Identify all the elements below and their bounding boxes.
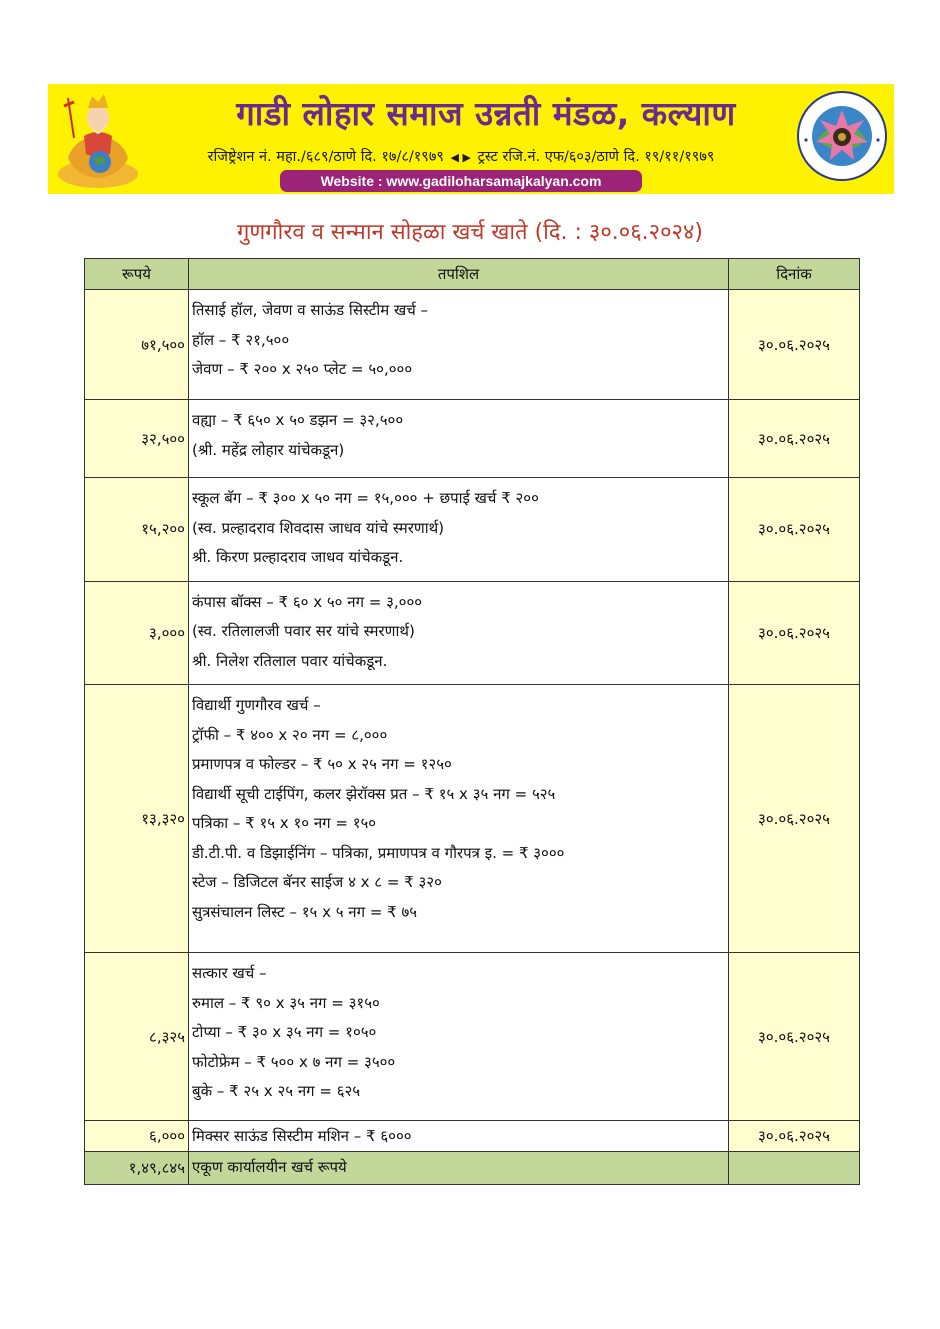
detail-line: वह्या – ₹ ६५० x ५० डझन = ३२,५०० xyxy=(192,411,404,429)
row-date: ३०.०६.२०२५ xyxy=(729,685,860,953)
table-row xyxy=(85,581,860,685)
table-row xyxy=(85,953,860,1121)
total-label: एकूण कार्यालयीन खर्च रूपये xyxy=(189,1152,729,1185)
row-date: ३०.०६.२०२५ xyxy=(729,478,860,582)
column-header-date: दिनांक xyxy=(729,259,860,290)
detail-line: हॉल – ₹ २१,५०० xyxy=(192,330,290,349)
row-amount: ७१,५०० xyxy=(85,290,189,400)
organization-logo-icon xyxy=(796,90,888,182)
row-amount: ६,००० xyxy=(85,1121,189,1152)
row-details xyxy=(189,953,729,1121)
row-details xyxy=(189,1121,729,1152)
table-row xyxy=(85,1121,860,1152)
detail-line: सत्कार खर्च – xyxy=(192,964,267,982)
detail-line: फोटोफ्रेम – ₹ ५०० x ७ नग = ३५०० xyxy=(192,1052,396,1071)
column-header-details: तपशिल xyxy=(189,259,729,290)
table-row xyxy=(85,290,860,400)
total-amount: १,४९,८४५ xyxy=(85,1152,189,1185)
organization-name: गाडी लोहार समाज उन्नती मंडळ, कल्याण xyxy=(236,94,736,133)
row-details xyxy=(189,685,729,953)
row-details xyxy=(189,478,729,582)
detail-line: पत्रिका – ₹ १५ x १० नग = १५० xyxy=(192,814,377,832)
detail-line: स्कूल बॅग – ₹ ३०० x ५० नग = १५,००० + छपाई खर्च ₹ २०० xyxy=(192,489,539,507)
detail-line: प्रमाणपत्र व फोल्डर – ₹ ५० x २५ नग = १२५० xyxy=(192,755,452,773)
row-details xyxy=(189,290,729,400)
detail-line: तिसाई हॉल, जेवण व साऊंड सिस्टीम खर्च – xyxy=(192,301,429,319)
detail-line: ट्रॉफी – ₹ ४०० x २० नग = ८,००० xyxy=(192,725,388,744)
vishwakarma-image-icon xyxy=(54,88,142,190)
detail-line: विद्यार्थी सूची टाईपिंग, कलर झेरॉक्स प्रत – ₹ १५ x ३५ नग = ५२५ xyxy=(192,784,556,803)
detail-line: कंपास बॉक्स – ₹ ६० x ५० नग = ३,००० xyxy=(192,592,423,611)
expense-table xyxy=(84,258,860,1185)
website-link[interactable]: Website : www.gadiloharsamajkalyan.com xyxy=(280,170,642,192)
detail-line: सुत्रसंचालन लिस्ट – १५ x ५ नग = ₹ ७५ xyxy=(192,902,418,921)
table-header-row xyxy=(85,259,860,290)
detail-line: बुके – ₹ २५ x २५ नग = ६२५ xyxy=(192,1082,361,1100)
row-date: ३०.०६.२०२५ xyxy=(729,581,860,685)
row-date: ३०.०६.२०२५ xyxy=(729,290,860,400)
total-row xyxy=(85,1152,860,1185)
row-date: ३०.०६.२०२५ xyxy=(729,953,860,1121)
column-header-amount: रूपये xyxy=(85,259,189,290)
table-row xyxy=(85,478,860,582)
detail-line: रुमाल – ₹ ९० x ३५ नग = ३१५० xyxy=(192,993,380,1012)
header-banner xyxy=(48,84,894,194)
detail-line: विद्यार्थी गुणगौरव खर्च – xyxy=(192,696,321,714)
row-details xyxy=(189,400,729,478)
row-date: ३०.०६.२०२५ xyxy=(729,1121,860,1152)
detail-line: श्री. किरण प्रल्हादराव जाधव यांचेकडून. xyxy=(192,548,404,566)
detail-line: श्री. निलेश रतिलाल पवार यांचेकडून. xyxy=(192,651,388,670)
detail-line: (स्व. प्रल्हादराव शिवदास जाधव यांचे स्मरणार्थ) xyxy=(192,518,445,537)
row-amount: ३२,५०० xyxy=(85,400,189,478)
detail-line: डी.टी.पी. व डिझाईनिंग – पत्रिका, प्रमाणपत्र व गौरपत्र इ. = ₹ ३००० xyxy=(192,843,565,862)
row-amount: ८,३२५ xyxy=(85,953,189,1121)
row-date: ३०.०६.२०२५ xyxy=(729,400,860,478)
detail-line: मिक्सर साऊंड सिस्टीम मशिन – ₹ ६००० xyxy=(192,1127,412,1145)
arrows-separator-icon: ◀ ▶ xyxy=(450,151,471,164)
detail-line: (श्री. महेंद्र लोहार यांचेकडून) xyxy=(192,440,345,459)
row-amount: १५,२०० xyxy=(85,478,189,582)
detail-line: टोप्या – ₹ ३० x ३५ नग = १०५० xyxy=(192,1023,377,1041)
row-amount: ३,००० xyxy=(85,581,189,685)
table-row xyxy=(85,685,860,953)
row-details xyxy=(189,581,729,685)
detail-line: जेवण – ₹ २०० x २५० प्लेट = ५०,००० xyxy=(192,360,413,378)
detail-line: (स्व. रतिलालजी पवार सर यांचे स्मरणार्थ) xyxy=(192,622,415,640)
document-title: गुणगौरव व सन्मान सोहळा खर्च खाते (दि. : ३०.०६.२०२४) xyxy=(236,220,704,245)
trust-registration-number: ट्रस्ट रजि.नं. एफ/६०३/ठाणे दि. १९/११/१९७९ xyxy=(477,149,715,165)
registration-line xyxy=(116,146,806,166)
table-row xyxy=(85,400,860,478)
table-body xyxy=(85,290,860,1185)
registration-number: रजिष्ट्रेशन नं. महा./६८९/ठाणे दि. १७/८/१९७९ xyxy=(207,149,444,165)
row-amount: १३,३२० xyxy=(85,685,189,953)
detail-line: स्टेज – डिजिटल बॅनर साईज ४ x ८ = ₹ ३२० xyxy=(192,873,442,891)
total-date xyxy=(729,1152,860,1185)
